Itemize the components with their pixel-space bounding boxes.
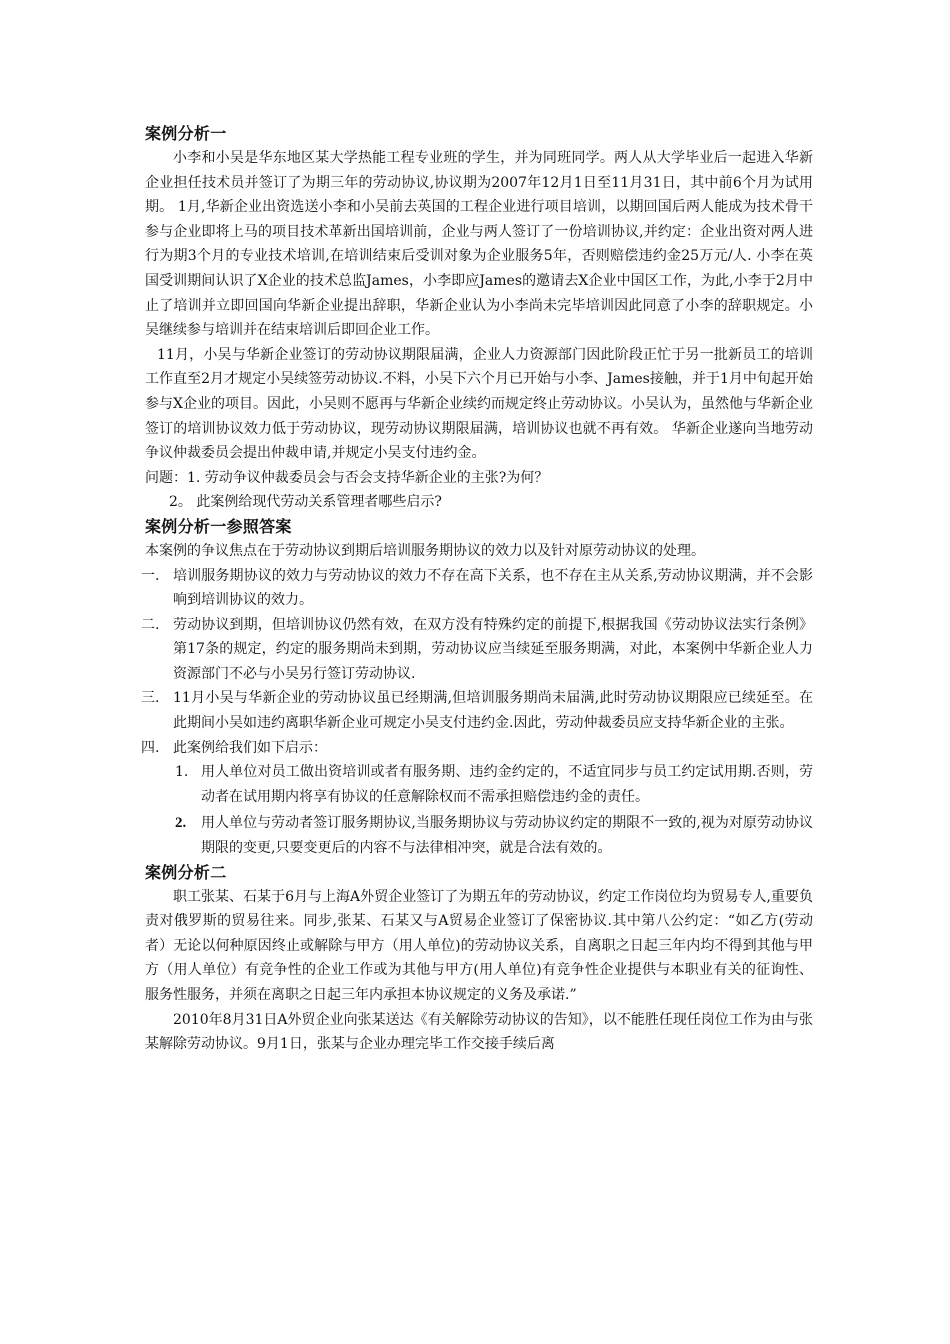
list-marker: 二. [141,616,160,633]
list-item-text: 劳动协议到期，但培训协议仍然有效，在双方没有特殊约定的前提下,根据我国《劳动协议法实行条例》第17条的规定，约定的服务期尚未到期，劳动协议应当续延至服务期满，对此，本案例中华新企业人力资源部门不必与小吴另行签订劳动协议. [173,616,813,682]
answer1-intro: 本案例的争议焦点在于劳动协议到期后培训服务期协议的效力以及针对原劳动协议的处理。 [145,542,705,559]
case1-title: 案例分析一 [145,124,227,143]
case2-title: 案例分析二 [145,862,227,882]
answer1-item-1 [141,564,813,613]
list-marker: 四. [141,739,160,756]
list-marker: 一. [141,567,160,584]
list-item-text: 培训服务期协议的效力与劳动协议的效力不存在高下关系，也不存在主从关系,劳动协议期满，并不会影响到培训协议的效力。 [173,567,813,609]
list-item-text: 11月小吴与华新企业的劳动协议虽已经期满,但培训服务期尚未届满,此时劳动协议期限应已续延至。在此期间小吴如违约离职华新企业可规定小吴支付违约金.因此，劳动仲裁委员应支持华新企业的主张。 [173,690,813,732]
case1-paragraph-2: 11月，小吴与华新企业签订的劳动协议期限届满，企业人力资源部门因此阶段正忙于另一批新员工的培训工作直至2月才规定小吴续签劳动协议.不料，小吴下六个月已开始与小李、James接触，并于1月中旬起开始参与X企业的项目。因此，小吴则不愿再与华新企业续约而规定终止劳动协议。小吴认为，虽然他与华新企业签订的培训协议效力低于劳动协议，现劳动协议期限届满，培训协议也就不再有效。 华新企业遂向当地劳动争议仲裁委员会提出仲裁申请,并规定小吴支付违约金。 [145,346,813,462]
list-marker: 三. [141,690,160,707]
answer1-title: 案例分析一参照答案 [145,516,292,536]
sub-list-marker: 2. [175,815,187,832]
document-body [141,122,813,1057]
sub-list-marker: 1. [175,764,189,781]
answer1-item-2 [141,613,813,687]
list-item-text: 此案例给我们如下启示： [173,739,327,756]
case2-paragraph-1: 职工张某、石某于6月与上海A外贸企业签订了为期五年的劳动协议，约定工作岗位均为贸易专人,重要负责对俄罗斯的贸易往来。同步,张某、石某又与A贸易企业签订了保密协议.其中第八公约定：“如乙方(劳动者）无论以何种原因终止或解除与甲方（用人单位)的劳动协议关系，自离职之日起三年内均不得到其他与甲方（用人单位）有竞争性的企业工作或为其他与甲方(用人单位)有竞争性企业提供与本职业有关的征询性、服务性服务，并须在离职之日起三年内承担本协议规定的义务及承诺.” [145,888,813,1003]
sub-list-item-text: 用人单位对员工做出资培训或者有服务期、违约金约定的，不适宜同步与员工约定试用期.否则，劳动者在试用期内将享有协议的任意解除权而不需承担赔偿违约金的责任。 [201,764,813,805]
case1-question-1: 问题：1. 劳动争议仲裁委员会与否会支持华新企业的主张?为何？ [145,469,549,486]
sub-list-item-text: 用人单位与劳动者签订服务期协议,当服务期协议与劳动协议约定的期限不一致的,视为对原劳动协议期限的变更,只要变更后的内容不与法律相冲突，就是合法有效的。 [201,815,813,857]
answer1-item-3 [141,686,813,735]
answer1-subitem-2 [145,811,813,860]
answer1-item-4 [141,736,813,761]
case1-paragraph-1: 小李和小吴是华东地区某大学热能工程专业班的学生，并为同班同学。两人从大学毕业后一起进入华新企业担任技术员并签订了为期三年的劳动协议,协议期为2007年12月1日至11月31日，其中前6个月为试用期。 1月,华新企业出资选送小李和小吴前去英国的工程企业进行项目培训，以期回国后两人能成为技术骨干参与企业即将上马的项目技术革新出国培训前，企业与两人签订了一份培训协议,并约定：企业出资对两人进行为期3个月的专业技术培训,在培训结束后受训对象为企业服务5年，否则赔偿违约金25万元/人. 小李在英国受训期间认识了X企业的技术总监James，小李即应James的邀请去X企业中国区工作，为此,小李于2月中止了培训并立即回国向华新企业提出辞职，华新企业认为小李尚未完毕培训因此同意了小李的辞职规定。小吴继续参与培训并在结束培训后即回企业工作。 [145,150,813,339]
case2-paragraph-2: 2010年8月31日A外贸企业向张某送达《有关解除劳动协议的告知》，以不能胜任现任岗位工作为由与张某解除劳动协议。9月1日，张某与企业办理完毕工作交接手续后离 [145,1011,813,1053]
answer1-subitem-1 [145,760,813,809]
case1-question-2: 2。 此案例给现代劳动关系管理者哪些启示? [169,494,442,511]
